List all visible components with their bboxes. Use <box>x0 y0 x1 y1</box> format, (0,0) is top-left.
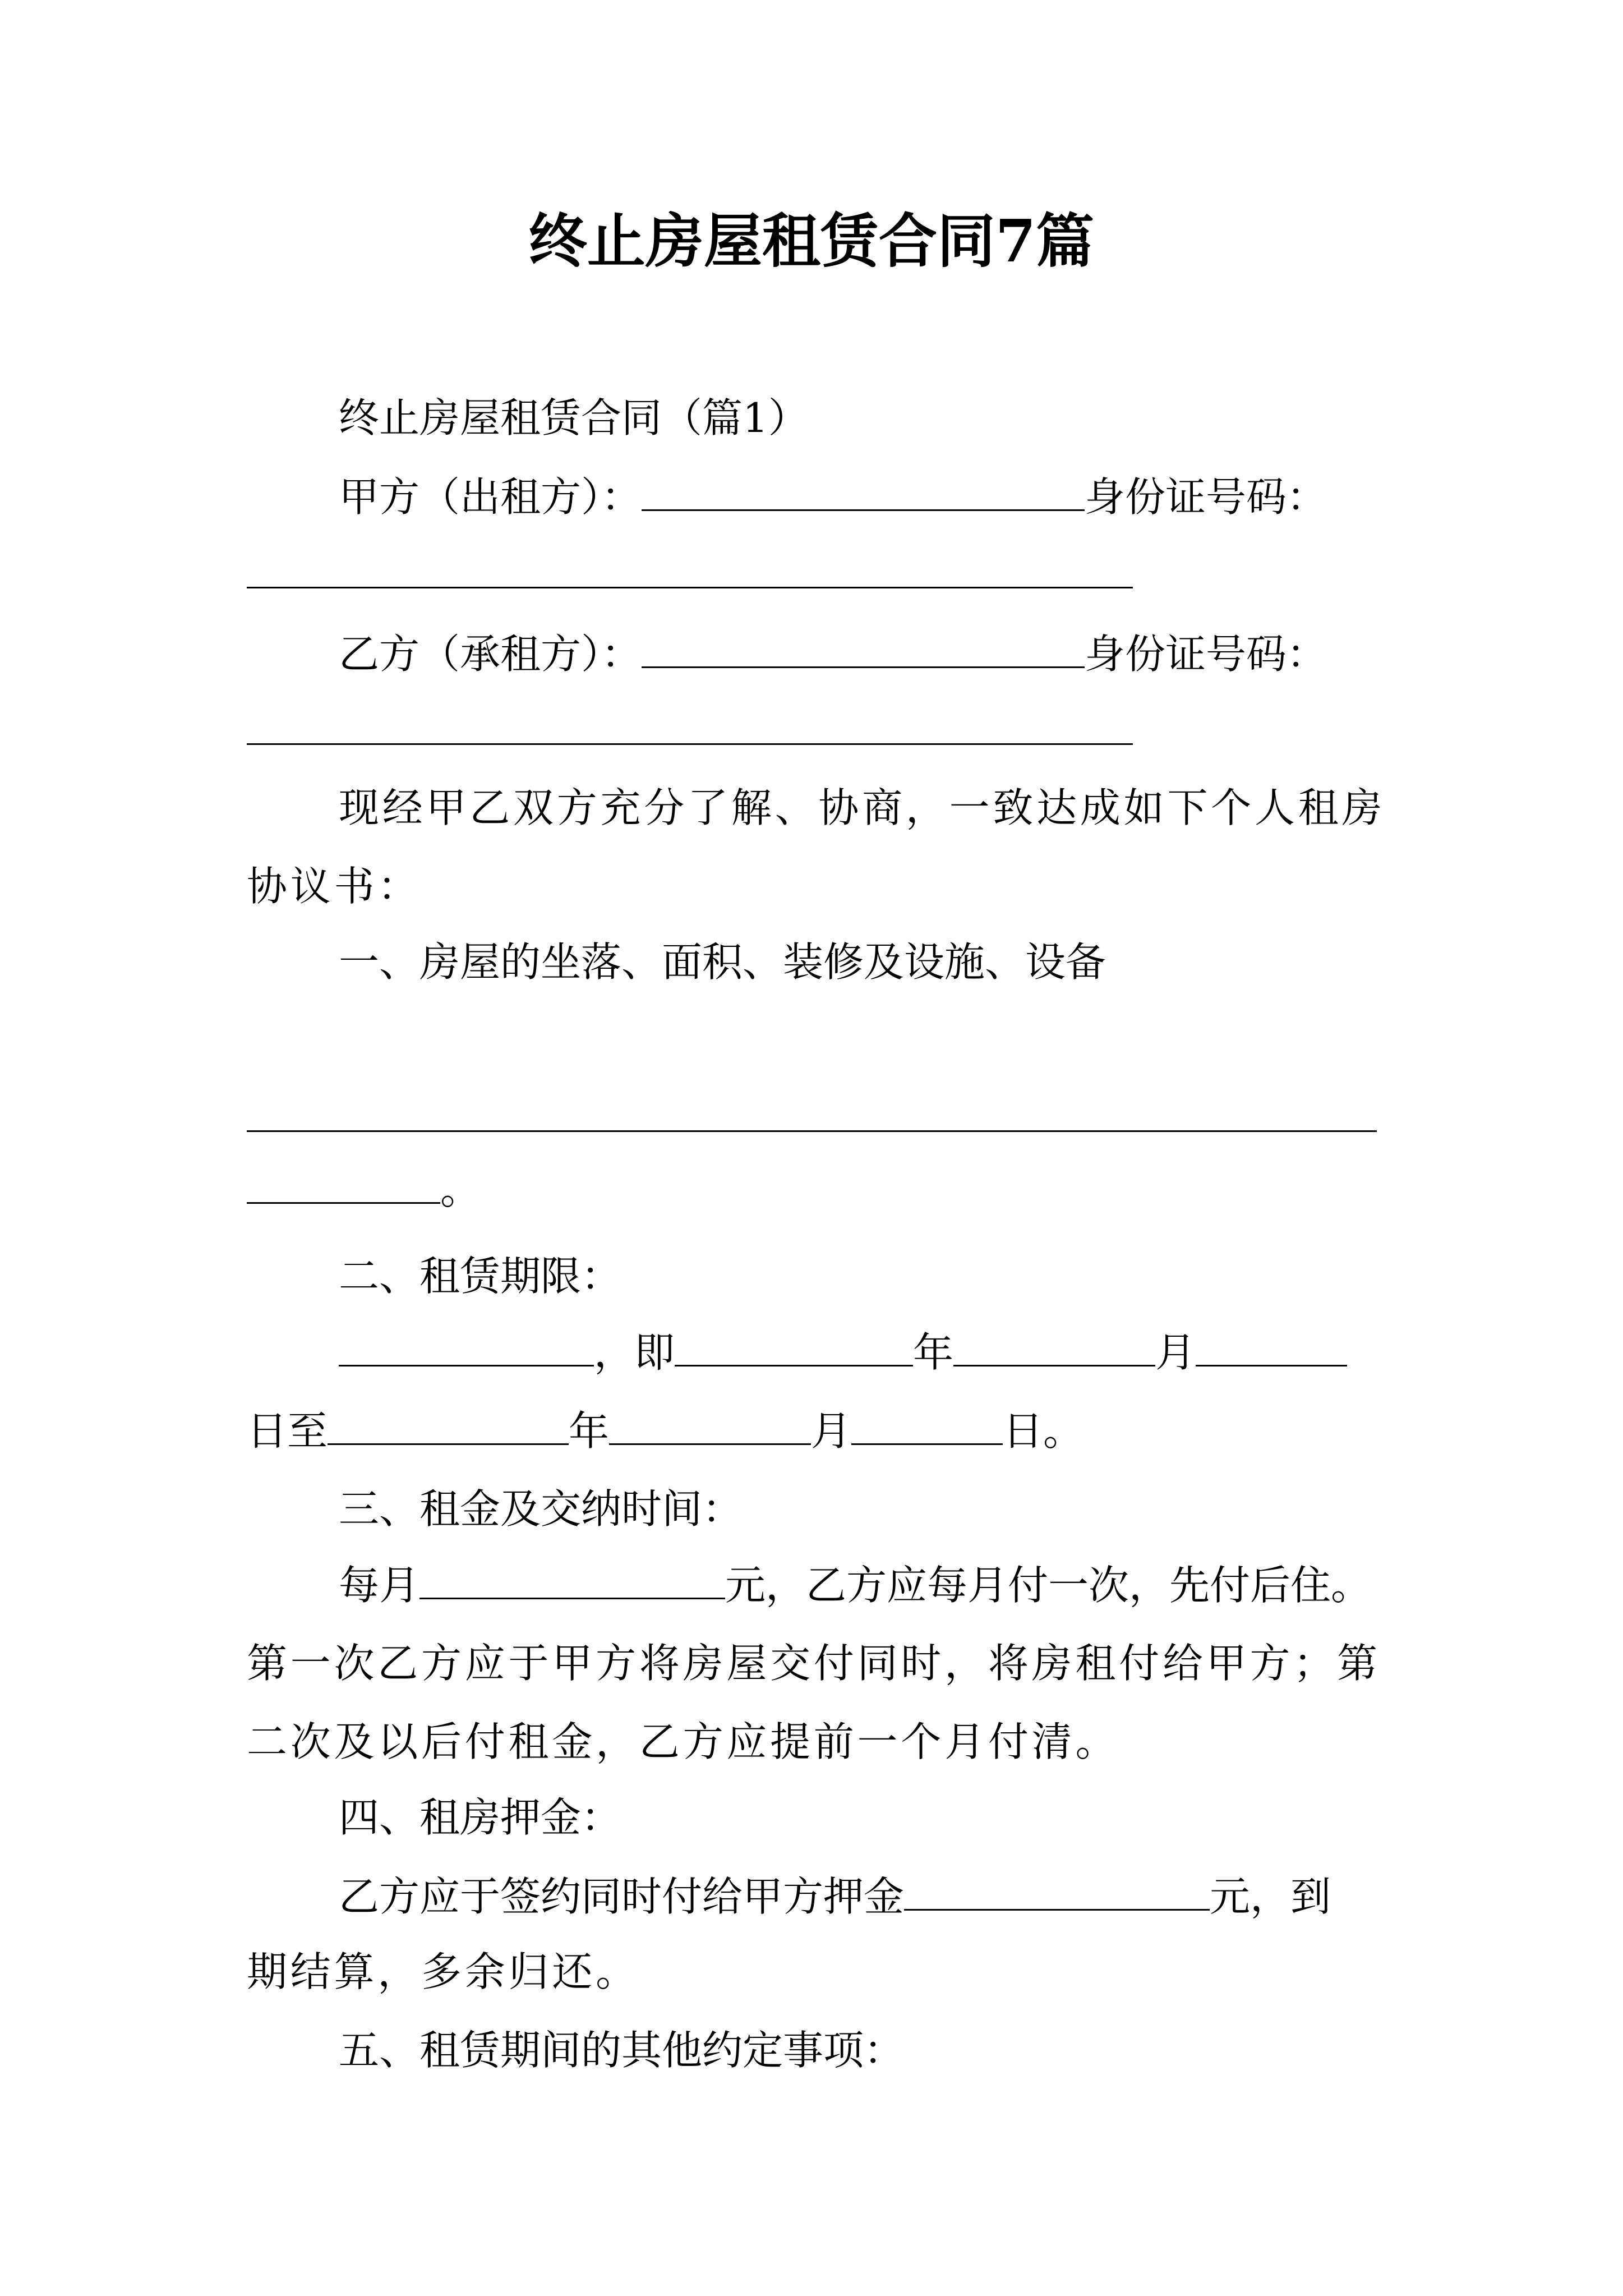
deposit-amount-blank[interactable] <box>904 1865 1210 1911</box>
deposit-suffix: 元，到 <box>1210 1873 1331 1920</box>
start-year-label: 年 <box>913 1329 954 1376</box>
end-day-blank[interactable] <box>851 1400 1003 1445</box>
section-1-blank-line1[interactable] <box>247 1130 1377 1132</box>
section-4-heading: 四、租房押金： <box>339 1794 622 1841</box>
section-2-heading: 二、租赁期限： <box>339 1253 622 1300</box>
end-year-blank[interactable] <box>328 1400 569 1445</box>
monthly-rent-blank[interactable] <box>419 1554 725 1599</box>
party-a-label: 甲方（出租方）： <box>339 473 642 521</box>
section-1-heading: 一、房屋的坐落、面积、装修及设施、设备 <box>339 938 1106 986</box>
deposit-line2: 期结算，多余归还。 <box>247 1948 639 1995</box>
rent-suffix: 元，乙方应每月付一次，先付后住。 <box>725 1562 1372 1609</box>
intro-text-line1: 现经甲乙双方充分了解、协商，一致达成如下个人租房 <box>339 784 1386 831</box>
start-year-blank[interactable] <box>675 1321 913 1366</box>
section-3-heading: 三、租金及交纳时间： <box>339 1485 743 1533</box>
section-1-end-mark: 。 <box>440 1166 481 1213</box>
section-5-heading: 五、租赁期间的其他约定事项： <box>339 2027 905 2074</box>
party-a-name-blank[interactable] <box>642 466 1085 511</box>
deposit-prefix: 乙方应于签约同时付给甲方押金 <box>339 1873 905 1920</box>
term-duration-blank[interactable] <box>339 1321 594 1366</box>
party-b-line <box>339 623 1393 685</box>
term-ji: ，即 <box>594 1329 675 1376</box>
rent-line1 <box>339 1554 1393 1616</box>
term-line1 <box>339 1321 1393 1383</box>
start-day-to-label: 日至 <box>247 1407 328 1455</box>
party-a-id-label: 身份证号码： <box>1085 473 1327 521</box>
party-b-name-blank[interactable] <box>642 623 1085 668</box>
end-year-label: 年 <box>569 1407 610 1455</box>
rent-line3: 二次及以后付租金，乙方应提前一个月付清。 <box>247 1718 1119 1765</box>
start-day-blank[interactable] <box>1196 1321 1347 1366</box>
deposit-line1 <box>339 1865 1393 1927</box>
intro-text-line2: 协议书： <box>247 863 422 910</box>
end-month-label: 月 <box>811 1407 852 1455</box>
party-b-id-blank[interactable] <box>247 743 1133 745</box>
term-line2 <box>247 1400 1391 1462</box>
section-1-blank-line2 <box>247 1158 1391 1221</box>
start-month-label: 月 <box>1155 1329 1196 1376</box>
party-b-id-label: 身份证号码： <box>1085 631 1327 678</box>
party-b-label: 乙方（承租方）： <box>339 631 642 678</box>
document-title: 终止房屋租赁合同7篇 <box>528 206 1095 275</box>
party-a-line <box>339 466 1393 528</box>
rent-line2: 第一次乙方应于甲方将房屋交付同时，将房租付给甲方；第 <box>247 1640 1381 1687</box>
start-month-blank[interactable] <box>953 1321 1155 1366</box>
section-1-blank-end[interactable] <box>247 1158 440 1204</box>
end-day-label: 日。 <box>1003 1407 1084 1455</box>
contract-subtitle: 终止房屋租赁合同（篇1） <box>339 394 809 441</box>
party-a-id-blank[interactable] <box>247 587 1133 588</box>
end-month-blank[interactable] <box>609 1400 811 1445</box>
rent-prefix: 每月 <box>339 1562 420 1609</box>
